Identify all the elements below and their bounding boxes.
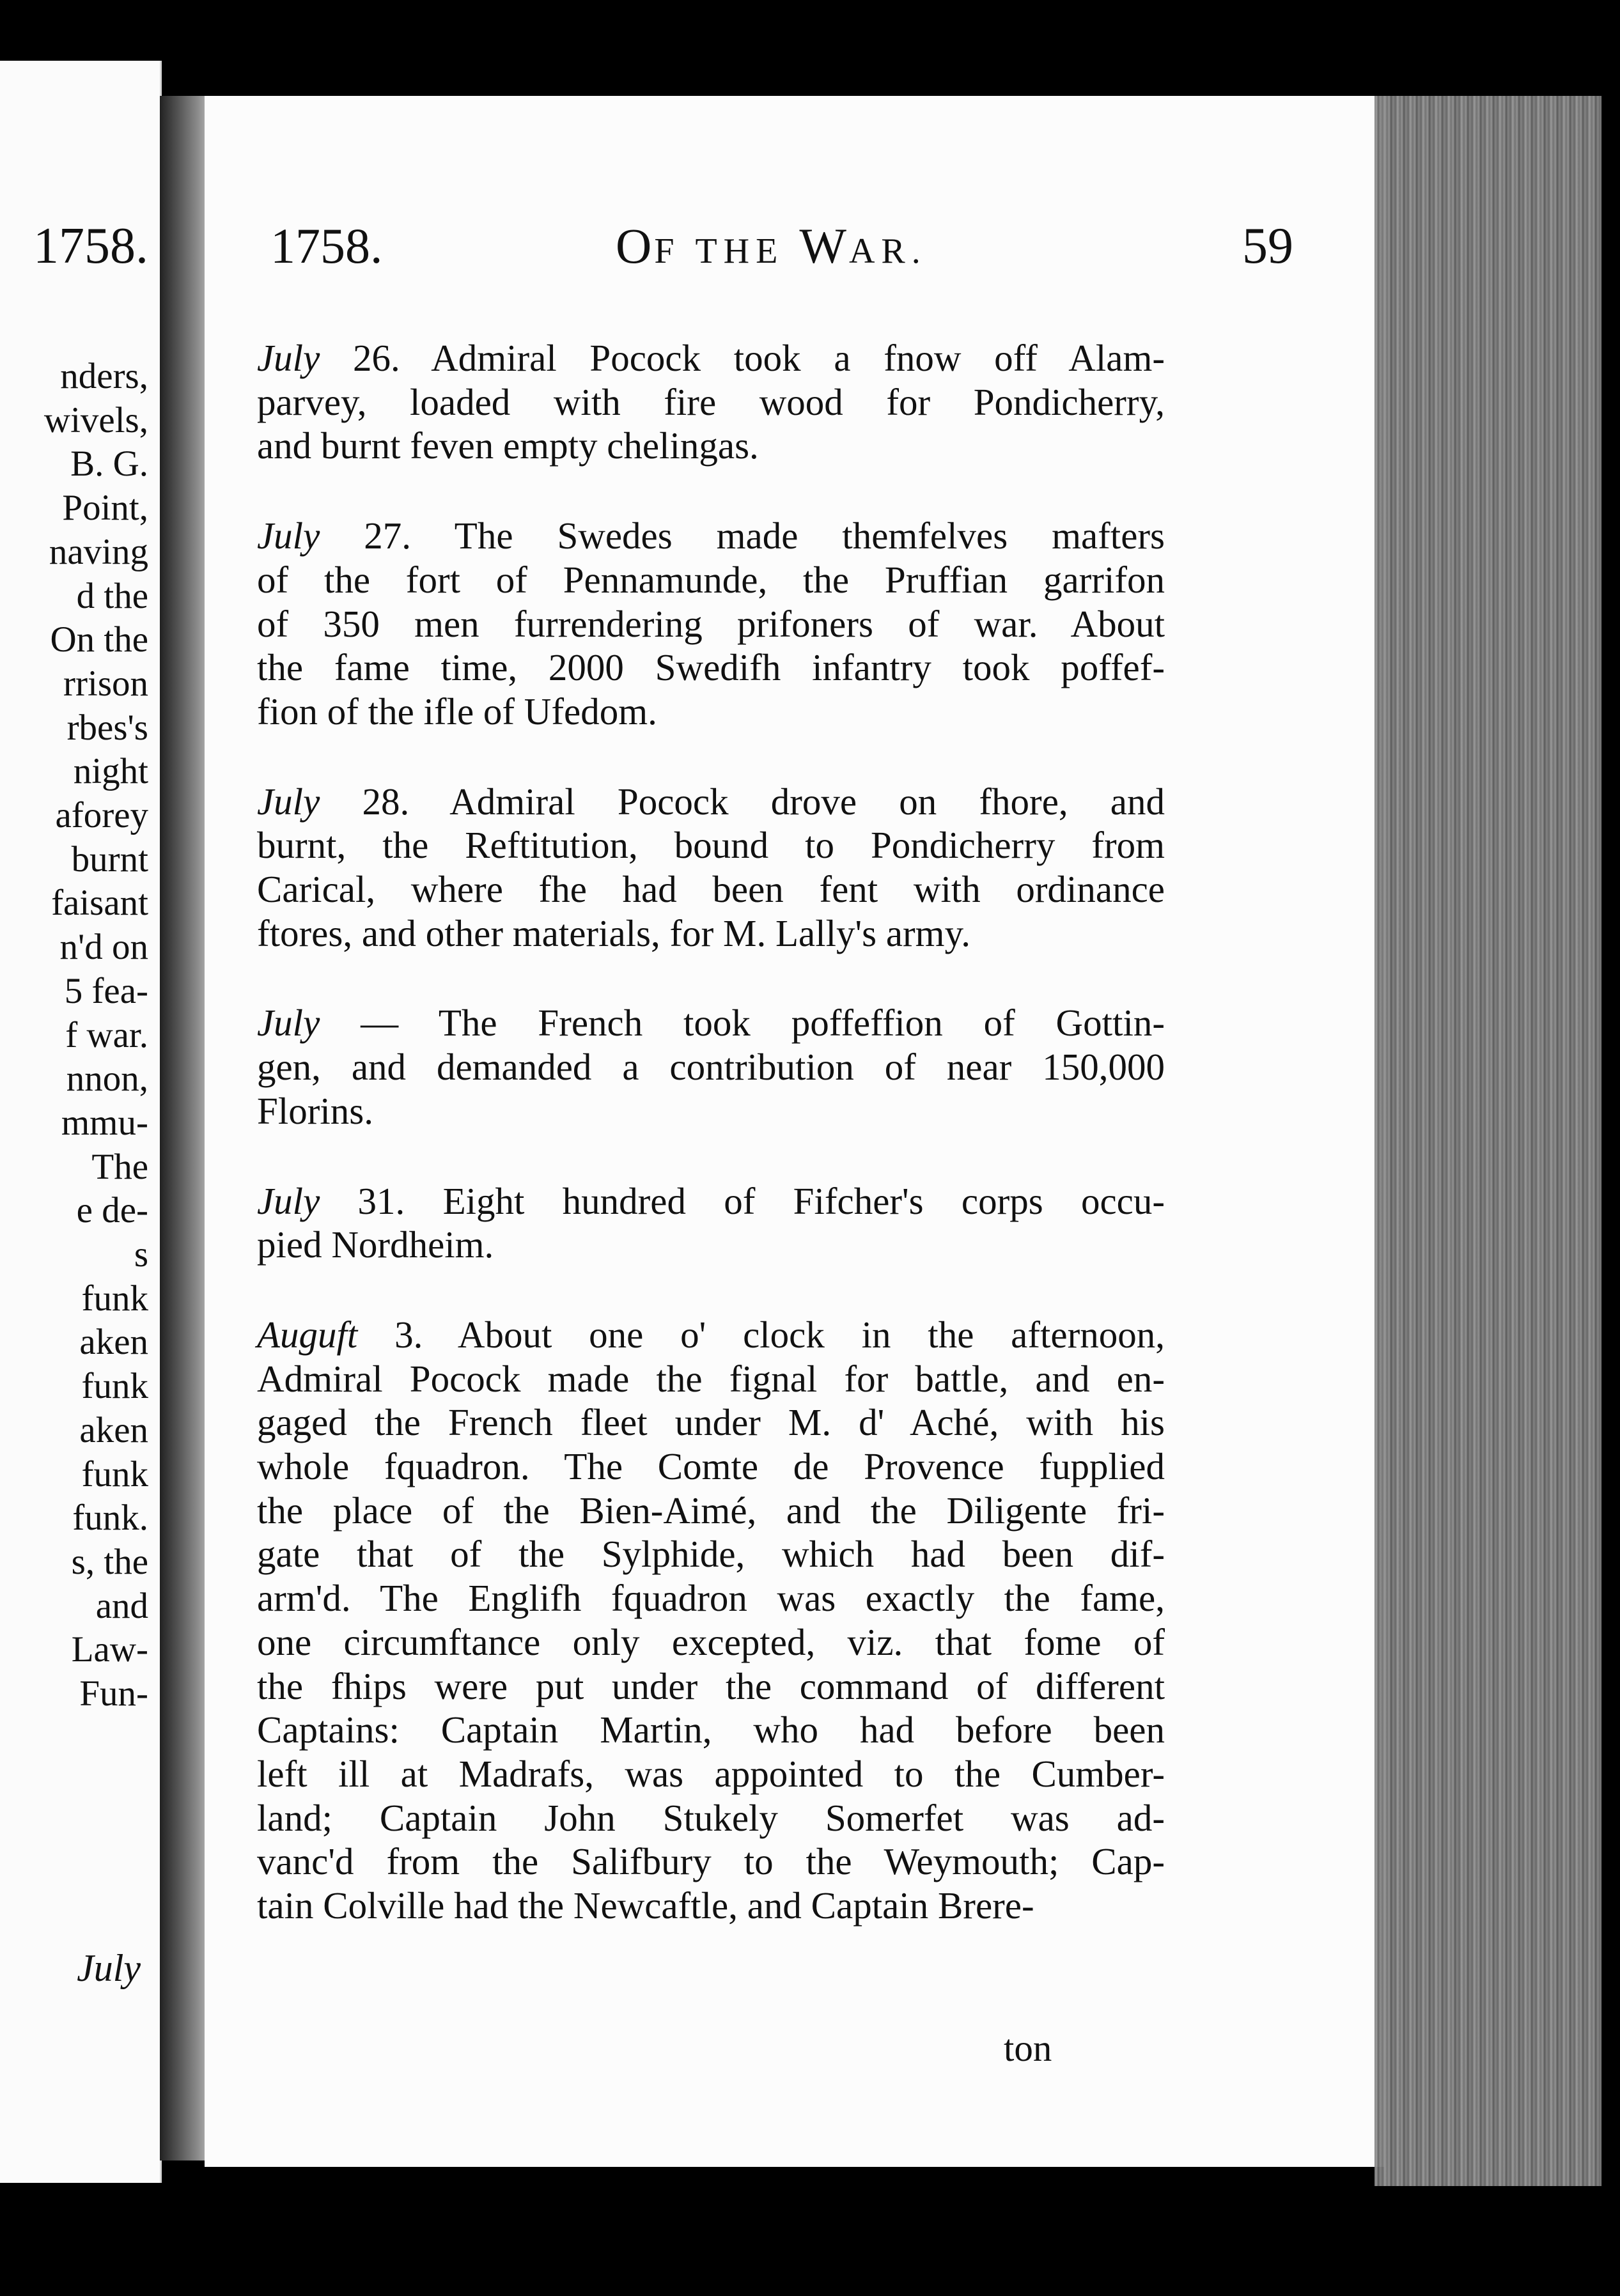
entry-date: July (257, 1179, 320, 1222)
text-line: Admiral Pocock made the fignal for battle, and en- (257, 1357, 1165, 1400)
entry-gap (257, 955, 1165, 1001)
text-line: Captains: Captain Martin, who had before been (257, 1709, 1165, 1751)
previous-page-year: 1758. (33, 218, 148, 274)
previous-page-line: funk (81, 1366, 148, 1407)
entry-gap (257, 1133, 1165, 1179)
chronicle-entry (257, 514, 1165, 734)
text-line: gen, and demanded a contribution of near 150,000 (257, 1046, 1165, 1089)
previous-page-line: B. G. (70, 444, 148, 485)
text-line: the fame time, 2000 Swedifh infantry took poffef- (257, 646, 1165, 689)
entry-date: Auguft (257, 1313, 358, 1356)
chronicle-entry (257, 336, 1165, 468)
entry-gap (257, 468, 1165, 514)
previous-page-line: n'd on (59, 927, 148, 968)
text-line: burnt, the Reftitution, bound to Pondicherry from (257, 824, 1165, 867)
text-line: July 31. Eight hundred of Fifcher's corps occu- (257, 1179, 1165, 1222)
text-line: whole fquadron. The Comte de Provence fupplied (257, 1445, 1165, 1488)
previous-page-line: aken (79, 1322, 148, 1363)
chronicle-entry (257, 1001, 1165, 1133)
previous-page-line: nders, (60, 356, 148, 396)
previous-page-line: The (91, 1146, 148, 1187)
previous-page-line: rrison (63, 663, 148, 704)
text-line: left ill at Madrafs, was appointed to the Cumber- (257, 1752, 1165, 1795)
previous-page-line: nnon, (66, 1059, 148, 1099)
previous-page-line: funk (81, 1278, 148, 1319)
previous-page-line: Point, (62, 488, 148, 529)
header-year: 1758. (270, 218, 383, 274)
previous-page-line: Law- (71, 1629, 148, 1670)
previous-page-line: aken (79, 1409, 148, 1450)
text-line: arm'd. The Englifh fquadron was exactly the fame, (257, 1577, 1165, 1620)
previous-page-line: burnt (71, 839, 148, 880)
text-line: the place of the Bien-Aimé, and the Diligente fri- (257, 1489, 1165, 1532)
text-line: ftores, and other materials, for M. Lally's army. (257, 911, 970, 954)
previous-page-line: rbes's (66, 707, 148, 748)
text-line: July 27. The Swedes made themfelves mafters (257, 515, 1165, 557)
previous-page-line: funk. (72, 1498, 148, 1539)
previous-page-line: 5 fea- (64, 970, 148, 1011)
chronicle-entry (257, 780, 1165, 956)
header-title: OF THE WAR. (616, 218, 927, 274)
previous-page-line: f war. (65, 1014, 148, 1055)
previous-page-line: On the (50, 619, 148, 660)
entry-gap (257, 1267, 1165, 1313)
main-text (257, 336, 1165, 1928)
text-line: land; Captain John Stukely Somerfet was ad- (257, 1796, 1165, 1839)
previous-page-line: funk (81, 1454, 148, 1494)
catchword: ton (1004, 2027, 1052, 2069)
previous-page-line: Fun- (79, 1673, 148, 1714)
text-line: fion of the ifle of Ufedom. (257, 690, 657, 733)
previous-page-line: aforey (55, 795, 148, 836)
text-line: of the fort of Pennamunde, the Pruffian garrifon (257, 558, 1165, 601)
text-line: Auguft 3. About one o' clock in the afternoon, (257, 1313, 1165, 1356)
text-line: July 26. Admiral Pocock took a fnow off Alam- (257, 337, 1165, 379)
text-line: and burnt feven empty chelingas. (257, 424, 759, 467)
book-gutter (160, 96, 211, 2160)
previous-page-line: d the (76, 575, 148, 616)
text-line: pied Nordheim. (257, 1223, 494, 1266)
chronicle-entry (257, 1179, 1165, 1267)
text-line: tain Colville had the Newcaftle, and Captain Brere- (257, 1884, 1034, 1927)
previous-page-line: e de- (76, 1190, 148, 1231)
entry-date: July (257, 780, 320, 823)
text-line: the fhips were put under the command of different (257, 1664, 1165, 1707)
text-line: parvey, loaded with fire wood for Pondicherry, (257, 380, 1165, 423)
previous-page-line: s (134, 1234, 148, 1275)
entry-gap (257, 734, 1165, 780)
entry-date: July (257, 337, 320, 379)
previous-page-catchword: July (77, 1947, 141, 1989)
previous-page-line: wivels, (43, 399, 148, 440)
previous-page (0, 61, 162, 2183)
text-line: gate that of the Sylphide, which had been dif- (257, 1533, 1165, 1576)
text-line: one circumftance only excepted, viz. that fome of (257, 1620, 1165, 1663)
page-number: 59 (1242, 218, 1293, 274)
book-fore-edge (1375, 96, 1601, 2186)
previous-page-line: naving (49, 531, 148, 572)
text-line: vanc'd from the Salifbury to the Weymouth; Cap- (257, 1840, 1165, 1883)
text-line: Florins. (257, 1089, 373, 1132)
previous-page-text (44, 355, 148, 1716)
previous-page-line: faisant (51, 883, 148, 924)
previous-page-line: mmu- (61, 1102, 148, 1143)
book-page (205, 96, 1384, 2167)
text-line: of 350 men furrendering prifoners of war. About (257, 602, 1165, 645)
text-line: July — The French took poffeffion of Gottin- (257, 1002, 1165, 1044)
chronicle-entry (257, 1313, 1165, 1928)
text-line: gaged the French fleet under M. d' Aché, with his (257, 1401, 1165, 1444)
previous-page-line: and (95, 1585, 148, 1626)
entry-date: July (257, 515, 320, 557)
text-line: Carical, where fhe had been fent with ordinance (257, 868, 1165, 911)
previous-page-line: s, the (71, 1541, 148, 1582)
previous-page-line: night (73, 751, 148, 792)
running-head (270, 217, 1319, 281)
entry-date: July (257, 1002, 320, 1044)
text-line: July 28. Admiral Pocock drove on fhore, and (257, 780, 1165, 823)
